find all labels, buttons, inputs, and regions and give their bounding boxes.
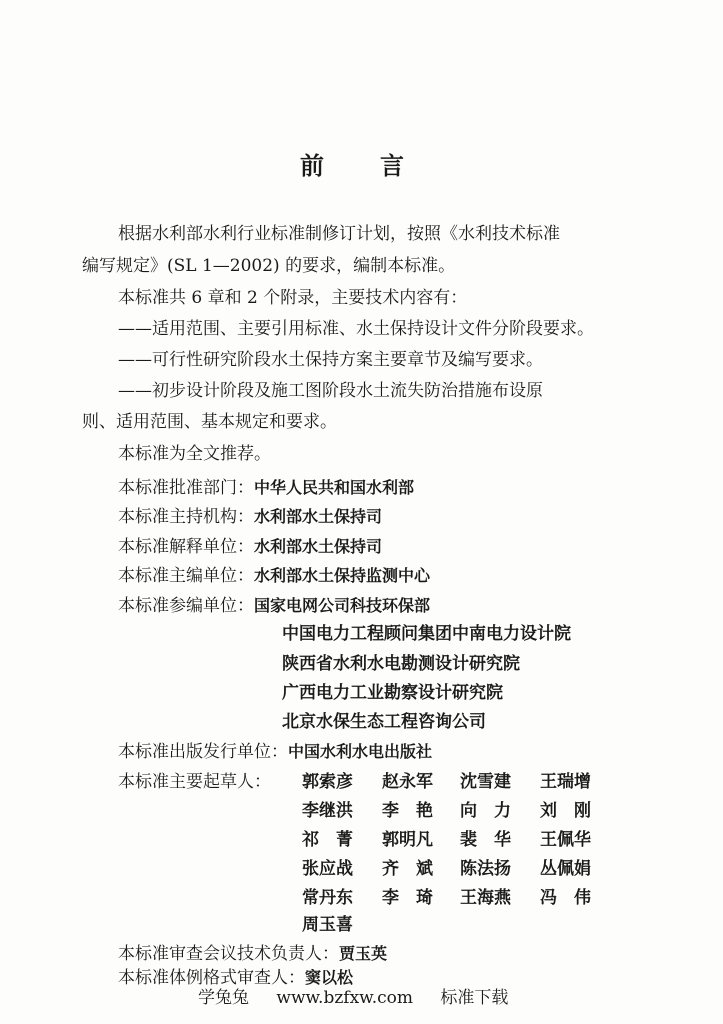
drafter-name: 向 力 xyxy=(460,801,511,821)
content-item-3-line-1: ——初步设计阶段及施工图阶段水土流失防治措施布设原 xyxy=(118,381,543,401)
intro-line-1: 根据水利部水利行业标准制修订计划，按照《水利技术标准 xyxy=(118,224,560,244)
partic-value-2: 中国电力工程顾问集团中南电力设计院 xyxy=(282,624,571,644)
drafter-name: 王海燕 xyxy=(460,888,511,908)
review-label: 本标准审查会议技术负责人： xyxy=(118,944,339,964)
drafter-name: 常丹东 xyxy=(302,888,353,908)
partic-row xyxy=(118,596,430,616)
approve-value: 中华人民共和国水利部 xyxy=(254,478,415,497)
content-item-1: ——适用范围、主要引用标准、水土保持设计文件分阶段要求。 xyxy=(118,319,594,339)
drafter-name: 丛佩娟 xyxy=(540,859,591,879)
drafter-name: 李继洪 xyxy=(302,801,353,821)
drafter-name: 裴 华 xyxy=(460,830,511,850)
drafter-name: 张应战 xyxy=(302,859,353,879)
drafter-name: 陈法扬 xyxy=(460,859,511,879)
footer-tagline: 标准下载 xyxy=(440,988,509,1008)
content-item-3-line-2: 则、适用范围、基本规定和要求。 xyxy=(82,412,337,432)
drafter-name: 沈雪建 xyxy=(460,772,511,792)
drafter-name: 李 艳 xyxy=(382,801,433,821)
publisher-value: 中国水利水电出版社 xyxy=(288,742,433,761)
format-label: 本标准体例格式审查人： xyxy=(118,968,305,988)
interpret-value: 水利部水土保持司 xyxy=(254,537,383,556)
host-label: 本标准主持机构： xyxy=(118,507,254,527)
chief-value: 水利部水土保持监测中心 xyxy=(254,566,431,585)
interpret-label: 本标准解释单位： xyxy=(118,537,254,557)
drafter-name: 齐 斌 xyxy=(382,859,433,879)
interpret-row xyxy=(118,537,382,557)
title-char-2: 言 xyxy=(380,151,404,180)
footer-url[interactable]: www.bzfxw.com xyxy=(276,988,413,1008)
review-value: 贾玉英 xyxy=(339,944,388,963)
contents-intro: 本标准共 6 章和 2 个附录，主要技术内容有： xyxy=(118,288,468,308)
chief-row xyxy=(118,566,430,586)
publisher-row xyxy=(118,742,432,762)
drafter-name: 郭索彦 xyxy=(302,772,353,792)
host-row xyxy=(118,507,382,527)
drafter-name: 郭明凡 xyxy=(382,830,433,850)
chief-label: 本标准主编单位： xyxy=(118,566,254,586)
drafters-label: 本标准主要起草人： xyxy=(118,772,271,792)
title-char-1: 前 xyxy=(300,151,324,180)
drafter-name: 李 琦 xyxy=(382,888,433,908)
host-value: 水利部水土保持司 xyxy=(254,507,383,526)
partic-label: 本标准参编单位： xyxy=(118,596,254,616)
approve-label: 本标准批准部门： xyxy=(118,478,254,498)
drafter-name: 王佩华 xyxy=(540,830,591,850)
content-item-2: ——可行性研究阶段水土保持方案主要章节及编写要求。 xyxy=(118,350,543,370)
approve-row xyxy=(118,478,414,498)
drafter-name: 王瑞增 xyxy=(540,772,591,792)
intro-line-2: 编写规定》(SL 1—2002) 的要求，编制本标准。 xyxy=(82,256,456,276)
partic-value-5: 北京水保生态工程咨询公司 xyxy=(282,712,486,732)
partic-value-1: 国家电网公司科技环保部 xyxy=(254,596,431,615)
partic-value-4: 广西电力工业勘察设计研究院 xyxy=(282,683,503,703)
drafter-name: 刘 刚 xyxy=(540,801,591,821)
recommendation-note: 本标准为全文推荐。 xyxy=(118,444,271,464)
format-value: 窦以松 xyxy=(305,968,354,987)
partic-value-3: 陕西省水利水电勘测设计研究院 xyxy=(282,654,520,674)
footer-site-name: 学兔兔 xyxy=(198,988,249,1008)
publisher-label: 本标准出版发行单位： xyxy=(118,742,288,762)
drafter-name: 冯 伟 xyxy=(540,888,591,908)
watermark-footer xyxy=(198,983,530,1008)
review-row xyxy=(118,944,387,964)
drafter-name: 赵永军 xyxy=(382,772,433,792)
drafter-name: 祁 菁 xyxy=(302,830,353,850)
drafter-name: 周玉喜 xyxy=(302,915,353,935)
